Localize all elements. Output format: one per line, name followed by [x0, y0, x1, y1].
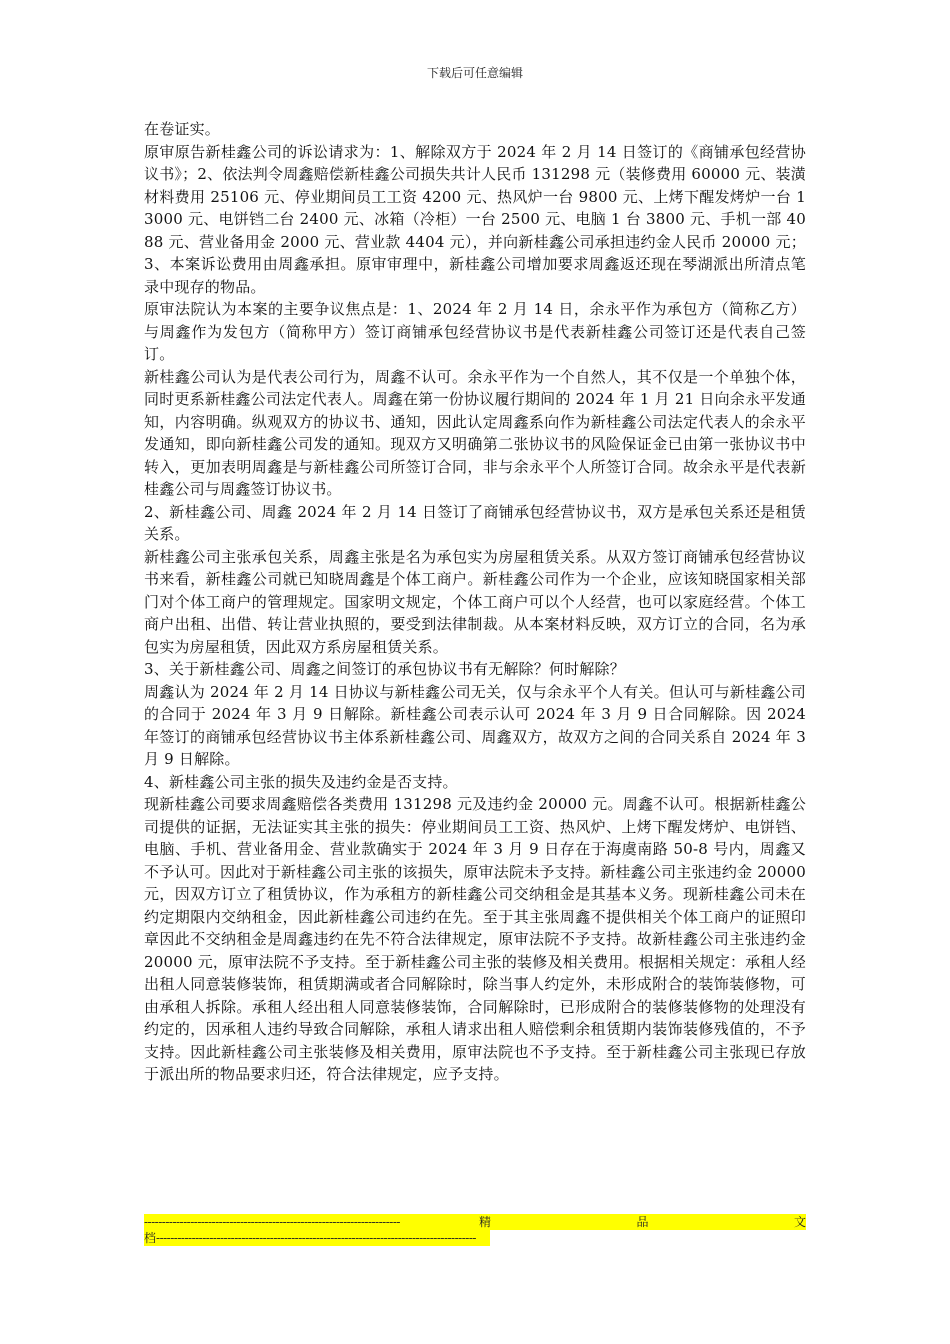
footer-line — [144, 1230, 490, 1246]
paragraph-analysis-3: 周鑫认为 2024 年 2 月 14 日协议与新桂鑫公司无关，仅与余永平个人有关。但认可与新桂鑫公司的合同于 2024 年 3 月 9 日解除。新桂鑫公司表示认可 2024 年 3 月 9 日合同解除。因 2024 年签订的商铺承包经营协议书主体系新桂鑫公司、周鑫双方，故双方之间的合同关系自 2024 年 3 月 9 日解除。 — [144, 682, 806, 768]
footer-char: 品 — [636, 1215, 649, 1229]
page-header: 下载后可任意编辑 — [426, 66, 523, 80]
footer-banner — [144, 1214, 806, 1246]
paragraph-analysis-2: 新桂鑫公司主张承包关系，周鑫主张是名为承包实为房屋租赁关系。从双方签订商铺承包经营协议书来看，新桂鑫公司就已知晓周鑫是个体工商户。新桂鑫公司作为一个企业，应该知晓国家相关部门对个体工商户的管理规定。国家明文规定，个体工商户可以个人经营，也可以家庭经营。个体工商户出租、出借、转让营业执照的，要受到法律制裁。从本案材料反映，双方订立的合同，名为承包实为房屋租赁，因此双方系房屋租赁关系。 — [144, 547, 806, 656]
footer-line — [144, 1214, 806, 1230]
footer-dashes: ------------------------------------------------------------------------ — [144, 1215, 400, 1229]
paragraph-analysis-4: 现新桂鑫公司要求周鑫赔偿各类费用 131298 元及违约金 20000 元。周鑫不认可。根据新桂鑫公司提供的证据，无法证实其主张的损失：停业期间员工工资、热风炉、上烤下醒发烤炉、电饼铛、电脑、手机、营业备用金、营业款确实于 2024 年 3 月 9 日存在于海虞南路 50-8 号内，周鑫又不予认可。因此对于新桂鑫公司主张的该损失，原审法院未予支持。新桂鑫公司主张违约金 20000 元，因双方订立了租赁协议，作为承租方的新桂鑫公司交纳租金是其基本义务。现新桂鑫公司未在约定期限内交纳租金，因此新桂鑫公司违约在先。至于其主张周鑫不提供相关个体工商户的证照印章因此不交纳租金是周鑫违约在先不符合法律规定，原审法院不予支持。故新桂鑫公司主张违约金 20000 元，原审法院不予支持。至于新桂鑫公司主张的装修及相关费用。根据相关规定：承租人经出租人同意装修装饰，租赁期满或者合同解除时，除当事人约定外，未形成附合的装饰装修物，可由承租人拆除。承租人经出租人同意装修装饰，合同解除时，已形成附合的装修装修物的处理没有约定的，因承租人违约导致合同解除，承租人请求出租人赔偿剩余租赁期内装饰装修残值的，不予支持。因此新桂鑫公司主张装修及相关费用，原审法院也不予支持。至于新桂鑫公司主张现已存放于派出所的物品要求归还，符合法律规定，应予支持。 — [144, 795, 806, 1083]
paragraph-intro: 在卷证实。 — [144, 120, 221, 138]
paragraph-dispute-focus-2: 2、新桂鑫公司、周鑫 2024 年 2 月 14 日签订了商铺承包经营协议书，双方是承包关系还是租赁关系。 — [144, 502, 806, 543]
footer-label — [419, 1214, 806, 1230]
footer-dashes: ------------------------------------------------------------------------------------------ — [156, 1231, 476, 1245]
paragraph-analysis-1: 新桂鑫公司认为是代表公司行为，周鑫不认可。余永平作为一个自然人，其不仅是一个单独个体，同时更系新桂鑫公司法定代表人。周鑫在第一份协议履行期间的 2024 年 1 月 21 日向余永平发通知，内容明确。纵观双方的协议书、通知，因此认定周鑫系向作为新桂鑫公司法定代表人的余永平发通知，即向新桂鑫公司发的通知。现双方又明确第二张协议书的风险保证金已由第一张协议书中转入，更加表明周鑫是与新桂鑫公司所签订合同，非与余永平个人所签订合同。故余永平是代表新桂鑫公司与周鑫签订协议书。 — [144, 367, 806, 498]
footer-char: 文 — [793, 1215, 806, 1229]
document-body — [144, 118, 806, 1086]
footer-char: 档 — [144, 1231, 157, 1245]
paragraph-dispute-focus-3: 3、关于新桂鑫公司、周鑫之间签订的承包协议书有无解除？何时解除？ — [144, 660, 625, 678]
footer-char: 精 — [479, 1215, 492, 1229]
paragraph-claims: 原审原告新桂鑫公司的诉讼请求为：1、解除双方于 2024 年 2 月 14 日签订的《商铺承包经营协议书》；2、依法判令周鑫赔偿新桂鑫公司损失共计人民币 131298 元（装修费用 60000 元、装潢材料费用 25106 元、停业期间员工工资 4200 元、热风炉一台 9800 元、上烤下醒发烤炉一台 13000 元、电饼铛二台 2400 元、冰箱（冷柜）一台 2500 元、电脑 1 台 3800 元、手机一部 4088 元、营业备用金 2000 元、营业款 4404 元），并向新桂鑫公司承担违约金人民币 20000 元；3、本案诉讼费用由周鑫承担。原审审理中，新桂鑫公司增加要求周鑫返还现在琴湖派出所清点笔录中现存的物品。 — [144, 142, 806, 296]
paragraph-dispute-focus-1: 原审法院认为本案的主要争议焦点是：1、2024 年 2 月 14 日，余永平作为承包方（简称乙方）与周鑫作为发包方（简称甲方）签订商铺承包经营协议书是代表新桂鑫公司签订还是代表自己签订。 — [144, 300, 806, 363]
paragraph-dispute-focus-4: 4、新桂鑫公司主张的损失及违约金是否支持。 — [144, 772, 458, 791]
